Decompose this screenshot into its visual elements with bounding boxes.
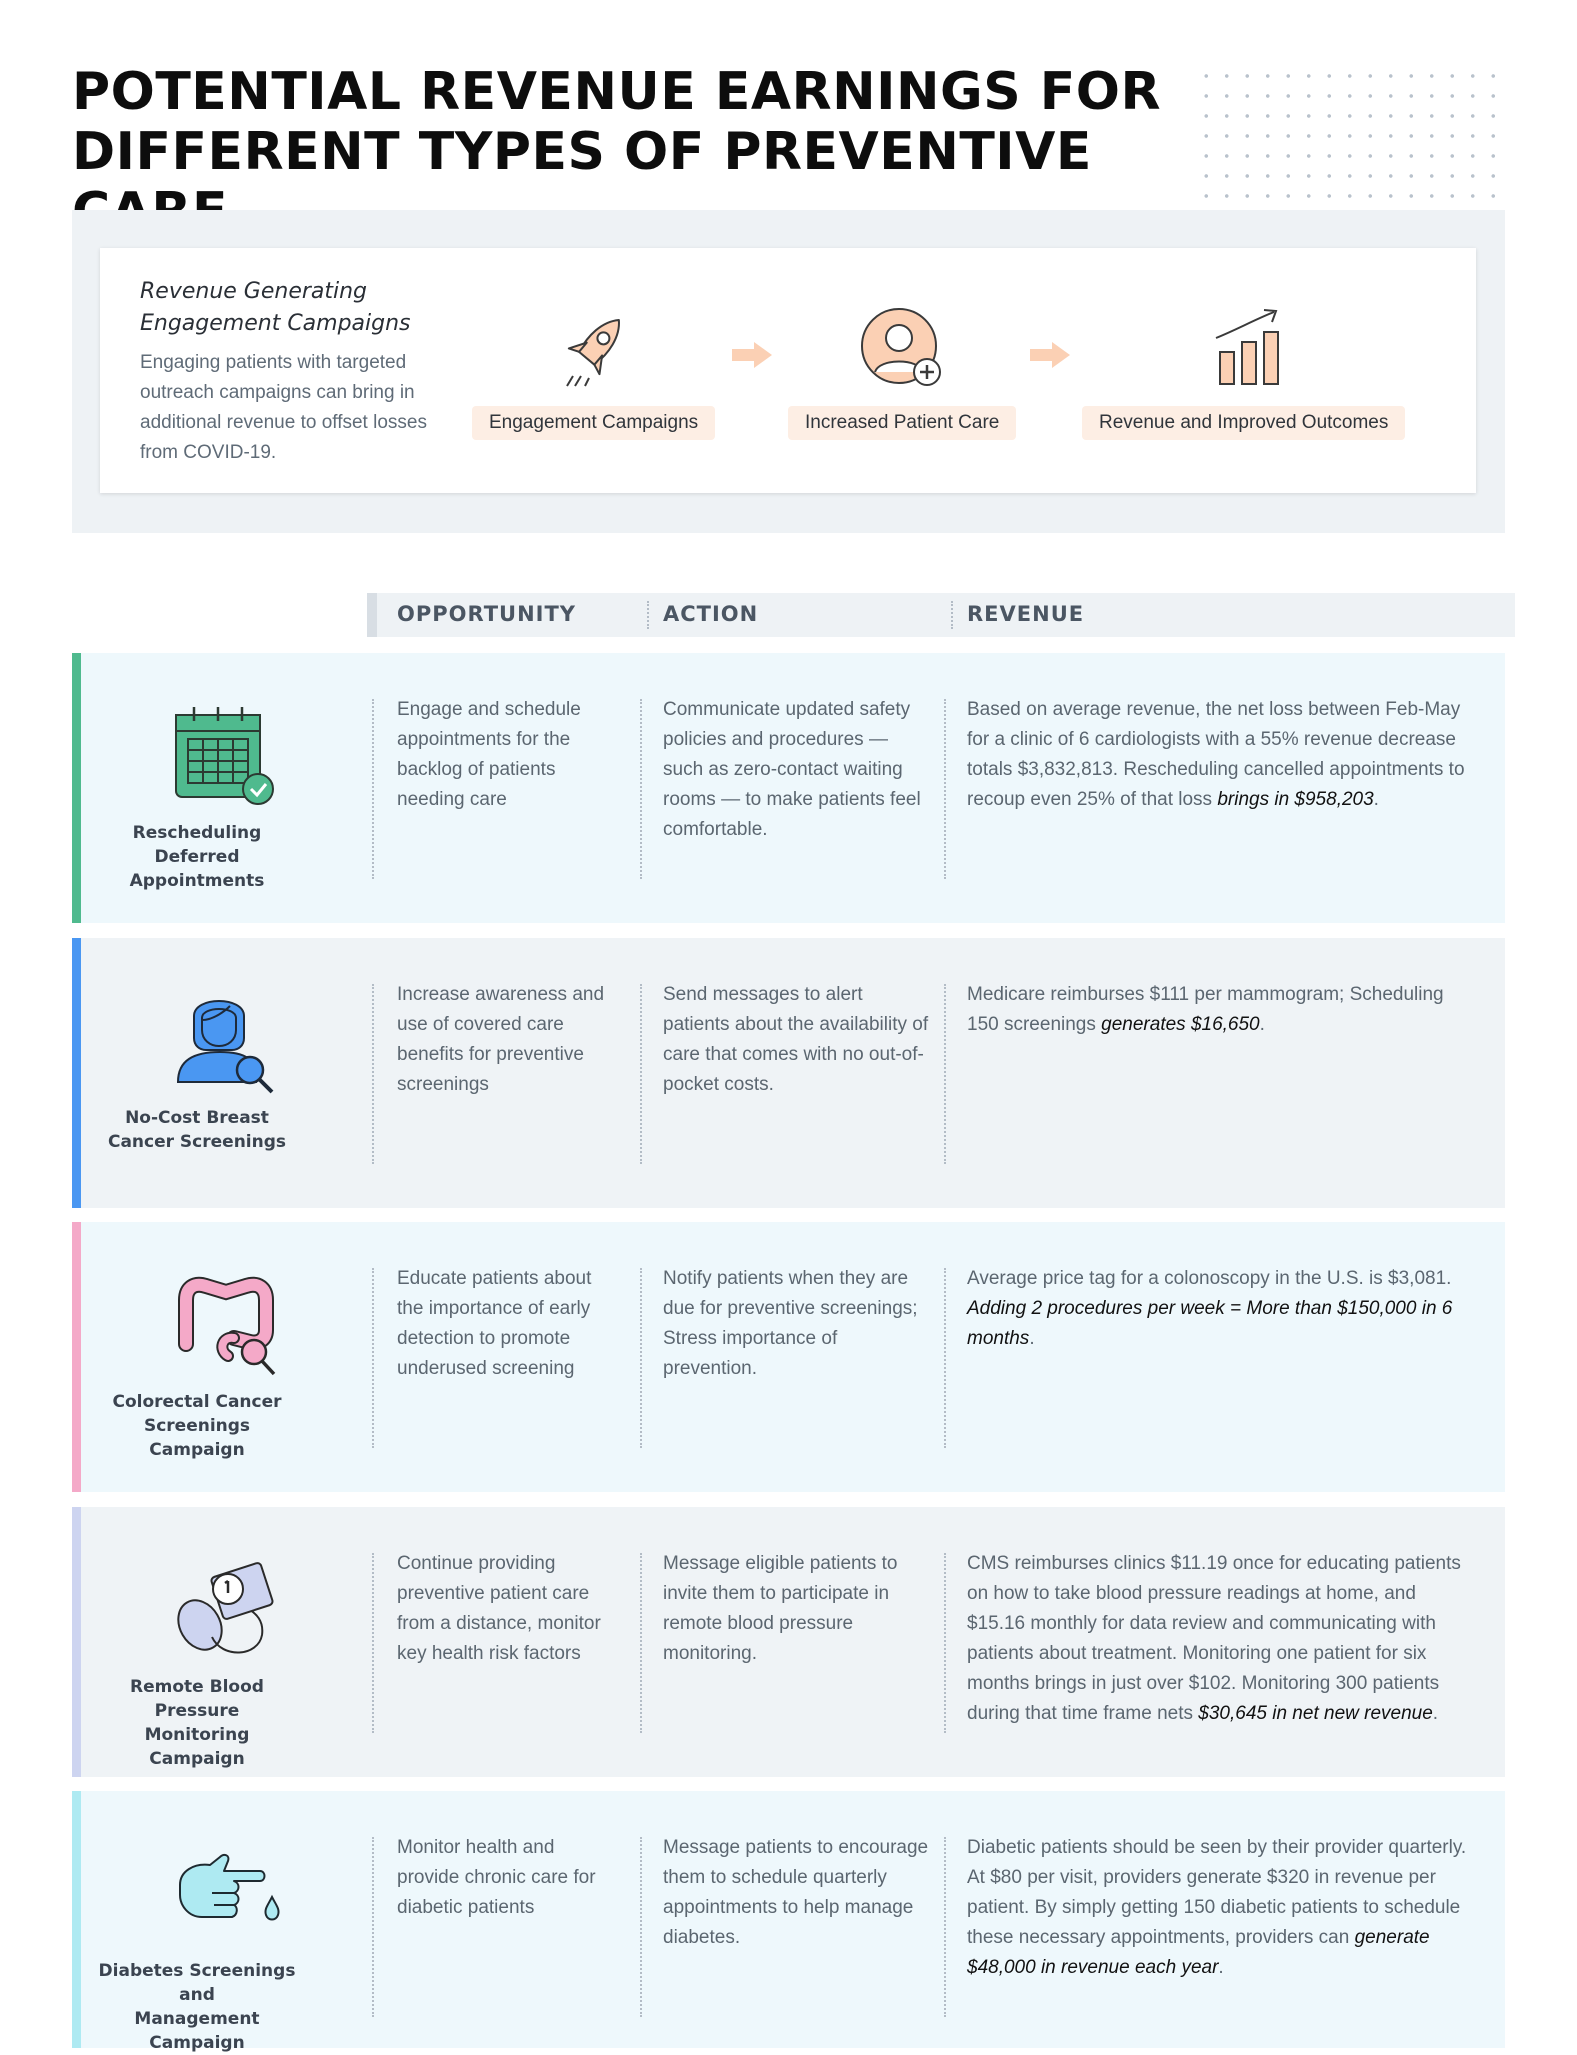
- revenue-text: CMS reimburses clinics $11.19 once for educating patients on how to take blood pressure readings at home, and $15.16 monthly for data review and communicating with patients about treatment. Monitoring one patient for six months brings in just over $102. Monitoring 300 patients during that time frame nets $30,645 in net new revenue.: [967, 1553, 1461, 1724]
- row-accent-bar: [72, 653, 81, 923]
- column-divider: [372, 1553, 374, 1733]
- opportunity-text: Engage and schedule appointments for the backlog of patients needing care: [397, 699, 581, 810]
- column-divider: [944, 699, 946, 879]
- step-label: Revenue and Improved Outcomes: [1082, 406, 1405, 440]
- row-accent-bar: [72, 1222, 81, 1492]
- column-divider: [944, 1553, 946, 1733]
- column-divider: [944, 1268, 946, 1448]
- calendar-check-icon: [172, 701, 282, 811]
- column-divider: [944, 984, 946, 1164]
- opportunity-text: Continue providing preventive patient care from a distance, monitor key health risk factors: [397, 1553, 601, 1664]
- intro-band: [72, 210, 1505, 533]
- header-revenue: REVENUE: [967, 602, 1085, 626]
- table-row-blood-pressure: [72, 1507, 1505, 1777]
- action-text: Communicate updated safety policies and procedures — such as zero-contact waiting rooms — to make patients feel comfortable.: [663, 699, 921, 840]
- row-accent-bar: [72, 938, 81, 1208]
- column-divider: [640, 984, 642, 1164]
- action-text: Send messages to alert patients about the availability of care that comes with no out-of-pocket costs.: [663, 984, 929, 1095]
- revenue-highlight: generate $48,000 in revenue each year: [967, 1927, 1430, 1978]
- arrow-right-icon: [1028, 340, 1072, 370]
- row-accent-bar: [72, 1791, 81, 2048]
- revenue-highlight: generates $16,650: [1101, 1014, 1260, 1035]
- row-label: No-Cost Breast Cancer Screenings: [107, 1108, 287, 1152]
- opportunity-text: Educate patients about the importance of early detection to promote underused screening: [397, 1268, 592, 1379]
- blood-pressure-monitor-icon: [172, 1555, 282, 1665]
- finger-blood-drop-icon: [172, 1839, 282, 1949]
- opportunity-text: Increase awareness and use of covered care benefits for preventive screenings: [397, 984, 605, 1095]
- title-line-2: DIFFERENT TYPES OF PREVENTIVE: [72, 122, 1092, 182]
- person-search-icon: [172, 986, 282, 1096]
- table-row-colorectal: [72, 1222, 1505, 1492]
- header-action: ACTION: [663, 602, 759, 626]
- column-divider: [944, 1837, 946, 2017]
- table-header: [367, 593, 1515, 637]
- row-label: Diabetes Screenings and Management Campaign: [98, 1961, 296, 2053]
- column-divider: [640, 1553, 642, 1733]
- column-divider: [372, 1837, 374, 2017]
- intro-description: Engaging patients with targeted outreach campaigns can bring in additional revenue to offset losses from COVID-19.: [140, 352, 427, 463]
- column-divider: [372, 1268, 374, 1448]
- growth-chart-icon: [1210, 306, 1290, 388]
- row-label: Remote Blood Pressure Monitoring Campaign: [130, 1677, 264, 1769]
- row-accent-bar: [72, 1507, 81, 1777]
- header-opportunity: OPPORTUNITY: [397, 602, 577, 626]
- column-divider: [640, 1837, 642, 2017]
- patient-plus-icon: [859, 306, 949, 392]
- action-text: Message patients to encourage them to schedule quarterly appointments to help manage diabetes.: [663, 1837, 929, 1948]
- intro-card: [100, 248, 1476, 493]
- column-divider: [372, 699, 374, 879]
- table-row-rescheduling: [72, 653, 1505, 923]
- table-row-breast-cancer: [72, 938, 1505, 1208]
- step-label: Increased Patient Care: [788, 406, 1016, 440]
- header-divider: [951, 601, 953, 629]
- rocket-icon: [557, 306, 637, 390]
- action-text: Notify patients when they are due for preventive screenings; Stress importance of prevention.: [663, 1268, 918, 1379]
- revenue-text: Average price tag for a colonoscopy in the U.S. is $3,081. Adding 2 procedures per week = More than $150,000 in 6 months.: [967, 1268, 1453, 1349]
- column-divider: [640, 699, 642, 879]
- column-divider: [640, 1268, 642, 1448]
- revenue-highlight: $30,645 in net new revenue: [1198, 1703, 1433, 1724]
- row-label: Rescheduling Deferred Appointments: [129, 823, 265, 891]
- revenue-highlight: Adding 2 procedures per week = More than $150,000 in 6 months: [967, 1298, 1453, 1349]
- title-line-1: POTENTIAL REVENUE EARNINGS FOR: [72, 62, 1162, 122]
- action-text: Message eligible patients to invite them to participate in remote blood pressure monitoring.: [663, 1553, 898, 1664]
- row-label: Colorectal Cancer Screenings Campaign: [112, 1392, 282, 1460]
- table-row-diabetes: [72, 1791, 1505, 2053]
- opportunity-text: Monitor health and provide chronic care for diabetic patients: [397, 1837, 596, 1918]
- arrow-right-icon: [730, 340, 774, 370]
- revenue-highlight: brings in $958,203: [1217, 789, 1374, 810]
- header-divider: [647, 601, 649, 629]
- intro-heading: Revenue Generating Engagement Campaigns: [140, 279, 411, 336]
- step-label: Engagement Campaigns: [472, 406, 715, 440]
- revenue-text: Diabetic patients should be seen by their provider quarterly. At $80 per visit, providers generate $320 in revenue per patient. By simply getting 150 diabetic patients to schedule these necessary appointments, providers can generate $48,000 in revenue each year.: [967, 1837, 1467, 1978]
- revenue-text: Medicare reimburses $111 per mammogram; Scheduling 150 screenings generates $16,650.: [967, 984, 1444, 1035]
- decorative-dot-grid: [1196, 66, 1506, 202]
- revenue-text: Based on average revenue, the net loss between Feb-May for a clinic of 6 cardiologists with a 55% revenue decrease totals $3,832,813. Rescheduling cancelled appointments to recoup even 25% of that loss brings in $958,203.: [967, 699, 1465, 810]
- column-divider: [372, 984, 374, 1164]
- colon-search-icon: [172, 1270, 282, 1380]
